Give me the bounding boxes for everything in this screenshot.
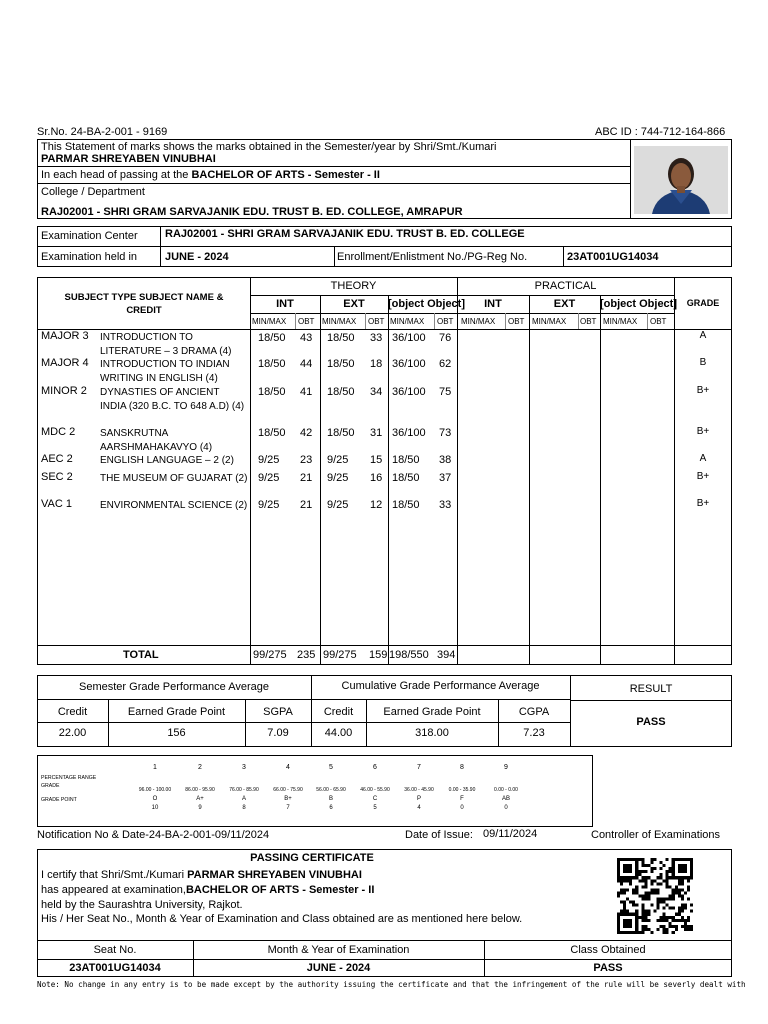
theory-int-header: INT	[276, 298, 294, 310]
theory-ext-header: EXT	[343, 298, 365, 310]
sgpa-section-header: Semester Grade Performance Average	[79, 681, 269, 693]
class-value: PASS	[593, 962, 623, 974]
mark-int-mm: 18/50	[258, 427, 286, 439]
mark-int-obt: 43	[300, 332, 313, 344]
subject-type: AEC 2	[41, 453, 73, 465]
certificate-title: PASSING CERTIFICATE	[250, 852, 374, 864]
mark-int-mm: 18/50	[258, 386, 286, 398]
obt-label: OBT	[298, 317, 315, 326]
mark-ext-obt: 33	[370, 332, 383, 344]
mark-tot-obt: 33	[439, 499, 452, 511]
total-int-obt: 235	[297, 649, 316, 661]
grade-label: GRADE	[41, 783, 60, 789]
mark-tot-obt: 38	[439, 454, 452, 466]
mark-int-obt: 44	[300, 358, 313, 370]
issue-date-label: Date of Issue:	[405, 829, 473, 841]
seat-label: Seat No.	[93, 944, 137, 956]
grade-scale-grade: AB	[501, 796, 510, 802]
grade-point-label: GRADE POINT	[41, 797, 77, 803]
mark-int-obt: 21	[300, 472, 313, 484]
mark-ext-mm: 18/50	[327, 332, 355, 344]
theory-total-header: [object Object]	[388, 298, 466, 310]
mark-tot-mm: 36/100	[392, 332, 426, 344]
mark-int-obt: 41	[300, 386, 313, 398]
mark-ext-obt: 18	[370, 358, 383, 370]
total-ext-minmax: 99/275	[323, 649, 357, 661]
enrollment-value: 23AT001UG14034	[567, 251, 659, 263]
total-label: TOTAL	[123, 649, 159, 661]
mark-int-mm: 18/50	[258, 332, 286, 344]
grade-value: B+	[696, 498, 710, 509]
result-value: PASS	[636, 716, 666, 728]
mark-ext-mm: 18/50	[327, 427, 355, 439]
certificate-program: BACHELOR OF ARTS - Semester - II	[185, 884, 375, 896]
grade-scale-n: 6	[373, 764, 377, 771]
mark-tot-obt: 37	[439, 472, 452, 484]
obt-label: OBT	[580, 317, 597, 326]
abc-id: ABC ID : 744-712-164-866	[595, 126, 726, 138]
practical-total-header: [object Object]	[600, 298, 678, 310]
mark-tot-mm: 36/100	[392, 386, 426, 398]
subject-type: MINOR 2	[41, 385, 87, 397]
minmax-label: MIN/MAX	[390, 317, 425, 326]
exam-held-value: JUNE - 2024	[165, 251, 229, 263]
cgpa-label: CGPA	[518, 706, 550, 718]
mark-ext-obt: 16	[370, 472, 383, 484]
mark-tot-obt: 62	[439, 358, 452, 370]
obt-label: OBT	[368, 317, 385, 326]
percentage-range-label: PERCENTAGE RANGE	[41, 775, 97, 781]
mark-ext-mm: 9/25	[327, 454, 349, 466]
grade-scale-range: 86.00 - 95.90	[185, 787, 215, 793]
grade-scale-grade: A+	[196, 796, 204, 802]
details-line: His / Her Seat No., Month & Year of Examination and Class obtained are as mentioned here below.	[41, 913, 523, 925]
grade-scale-point: 6	[329, 805, 333, 811]
subject-name: ENVIRONMENTAL SCIENCE (2)	[100, 500, 248, 511]
mark-tot-mm: 18/50	[392, 499, 420, 511]
obt-label: OBT	[650, 317, 667, 326]
subject-name: INTRODUCTION TO LITERATURE – 3 DRAMA (4)	[100, 332, 232, 357]
practical-int-header: INT	[484, 298, 502, 310]
certificate-name: PARMAR SHREYABEN VINUBHAI	[187, 869, 362, 881]
mark-tot-obt: 73	[439, 427, 452, 439]
grade-scale-n: 4	[286, 764, 290, 771]
grade-scale-grade: P	[416, 796, 421, 802]
mark-int-mm: 9/25	[258, 499, 280, 511]
minmax-label: MIN/MAX	[252, 317, 287, 326]
seat-value: 23AT001UG14034	[69, 962, 161, 974]
mark-ext-obt: 31	[370, 427, 383, 439]
grade-scale-n: 1	[153, 764, 157, 771]
total-tot-obt: 394	[437, 649, 456, 661]
grade-scale-grade: A	[241, 796, 246, 802]
grade-scale-n: 5	[329, 764, 333, 771]
subject-name: SANSKRUTNA AARSHMAHAKAVYO (4)	[100, 428, 213, 453]
sgpa-value: 7.09	[267, 727, 289, 739]
minmax-label: MIN/MAX	[603, 317, 638, 326]
obt-label: OBT	[437, 317, 454, 326]
subject-name: THE MUSEUM OF GUJARAT (2)	[100, 473, 248, 484]
month-year-label: Month & Year of Examination	[267, 944, 410, 956]
mark-int-obt: 21	[300, 499, 313, 511]
sem-credit-value: 22.00	[58, 727, 87, 739]
grade-scale-point: 7	[286, 805, 290, 811]
exam-held-label: Examination held in	[41, 251, 138, 263]
mark-int-obt: 42	[300, 427, 313, 439]
subject-name: DYNASTIES OF ANCIENT INDIA (320 B.C. TO 648 A.D) (4)	[100, 387, 245, 412]
cum-credit-value: 44.00	[324, 727, 353, 739]
grade-scale-range: 96.00 - 100.00	[138, 787, 172, 793]
subject-type: MAJOR 4	[41, 357, 89, 369]
mark-tot-obt: 76	[439, 332, 452, 344]
program-name: BACHELOR OF ARTS - Semester - II	[191, 169, 380, 181]
grade-scale-n: 3	[242, 764, 246, 771]
minmax-label: MIN/MAX	[461, 317, 496, 326]
grade-scale-grade: F	[460, 796, 464, 802]
mark-ext-mm: 9/25	[327, 499, 349, 511]
grade-scale-grade: O	[152, 796, 158, 802]
enrollment-label: Enrollment/Enlistment No./PG-Reg No.	[337, 251, 528, 263]
subject-type: SEC 2	[41, 471, 73, 483]
grade-scale-n: 7	[417, 764, 421, 771]
mark-int-mm: 9/25	[258, 454, 280, 466]
sem-earned-label: Earned Grade Point	[127, 706, 226, 718]
practical-header: PRACTICAL	[534, 280, 597, 292]
grade-scale-grade: C	[372, 796, 378, 802]
mark-tot-obt: 75	[439, 386, 452, 398]
mark-ext-obt: 12	[370, 499, 383, 511]
certify-line: I certify that Shri/Smt./Kumari PARMAR SHREYABEN VINUBHAI	[41, 869, 362, 881]
minmax-label: MIN/MAX	[532, 317, 567, 326]
grade-scale-range: 36.00 - 45.90	[404, 787, 434, 793]
qr-code	[617, 858, 693, 934]
subject-name: ENGLISH LANGUAGE – 2 (2)	[100, 455, 234, 466]
subject-header: SUBJECT TYPE SUBJECT NAME & CREDIT	[64, 292, 224, 316]
grade-value: A	[699, 453, 707, 464]
grade-value: B+	[696, 385, 710, 396]
sem-credit-label: Credit	[57, 706, 88, 718]
mark-ext-obt: 34	[370, 386, 383, 398]
serial-number: Sr.No. 24-BA-2-001 - 9169	[37, 126, 168, 138]
subject-type: VAC 1	[41, 498, 72, 510]
grade-scale-point: 5	[373, 805, 377, 811]
college-label: College / Department	[41, 186, 145, 198]
mark-ext-mm: 18/50	[327, 386, 355, 398]
grade-value: B	[699, 357, 707, 368]
grade-value: B+	[696, 426, 710, 437]
issue-date-value: 09/11/2024	[483, 828, 538, 840]
grade-scale-point: 10	[151, 805, 159, 811]
grade-value: A	[699, 330, 707, 341]
grade-scale-n: 8	[460, 764, 464, 771]
grade-scale-range: 46.00 - 55.90	[360, 787, 390, 793]
grade-scale-point: 0	[504, 805, 508, 811]
class-label: Class Obtained	[570, 944, 646, 956]
cgpa-value: 7.23	[523, 727, 545, 739]
student-name: PARMAR SHREYABEN VINUBHAI	[41, 153, 216, 165]
grade-scale-range: 0.00 - 0.00	[494, 787, 518, 793]
mark-tot-mm: 18/50	[392, 472, 420, 484]
month-year-value: JUNE - 2024	[306, 962, 371, 974]
grade-scale-grade: B	[328, 796, 333, 802]
mark-tot-mm: 36/100	[392, 358, 426, 370]
mark-tot-mm: 18/50	[392, 454, 420, 466]
mark-int-obt: 23	[300, 454, 313, 466]
mark-ext-mm: 9/25	[327, 472, 349, 484]
grade-scale-grade: B+	[284, 796, 292, 802]
grade-scale-point: 0	[460, 805, 464, 811]
grade-value: B+	[696, 471, 710, 482]
appeared-line: has appeared at examination,BACHELOR OF ARTS - Semester - II	[41, 884, 375, 896]
obt-label: OBT	[508, 317, 525, 326]
total-tot-minmax: 198/550	[389, 649, 429, 661]
note: Note: No change in any entry is to be made except by the authority issuing the certificate and that the infringement of the rule will be severly dealt with	[37, 980, 746, 989]
sgpa-label: SGPA	[263, 706, 293, 718]
practical-ext-header: EXT	[553, 298, 576, 310]
university-line: held by the Saurashtra University, Rajkot.	[41, 899, 243, 911]
subject-type: MDC 2	[41, 426, 76, 438]
grade-scale-range: 0.00 - 35.90	[448, 787, 476, 793]
grade-header: GRADE	[686, 298, 720, 308]
grade-scale-range: 66.00 - 75.90	[273, 787, 303, 793]
mark-ext-obt: 15	[370, 454, 383, 466]
total-ext-obt: 159	[369, 649, 388, 661]
notification-number: Notification No & Date-24-BA-2-001-09/11/2024	[37, 829, 270, 841]
mark-ext-mm: 18/50	[327, 358, 355, 370]
minmax-label: MIN/MAX	[322, 317, 357, 326]
total-int-minmax: 99/275	[253, 649, 287, 661]
cum-earned-label: Earned Grade Point	[383, 706, 481, 718]
student-photo	[634, 146, 728, 214]
mark-int-mm: 9/25	[258, 472, 280, 484]
controller-label: Controller of Examinations	[591, 829, 721, 841]
subject-name: INTRODUCTION TO INDIAN WRITING IN ENGLISH (4)	[100, 359, 230, 384]
grade-scale-point: 4	[417, 805, 421, 811]
sem-earned-value: 156	[167, 727, 186, 739]
exam-center-value: RAJ02001 - SHRI GRAM SARVAJANIK EDU. TRUST B. ED. COLLEGE	[165, 228, 525, 240]
statement-intro: This Statement of marks shows the marks obtained in the Semester/year by Shri/Smt./Kumari	[41, 141, 497, 153]
passing-line: In each head of passing at the BACHELOR OF ARTS - Semester - II	[41, 169, 380, 181]
mark-tot-mm: 36/100	[392, 427, 426, 439]
grade-scale-range: 56.00 - 65.90	[316, 787, 346, 793]
college-name: RAJ02001 - SHRI GRAM SARVAJANIK EDU. TRUST B. ED. COLLEGE, AMRAPUR	[41, 206, 463, 218]
grade-scale-n: 9	[504, 764, 508, 771]
subject-type: MAJOR 3	[41, 330, 89, 342]
cum-earned-value: 318.00	[415, 727, 449, 739]
exam-center-label: Examination Center	[41, 230, 138, 242]
mark-int-mm: 18/50	[258, 358, 286, 370]
grade-scale-range: 76.00 - 85.90	[229, 787, 259, 793]
cgpa-section-header: Cumulative Grade Performance Average	[341, 680, 540, 692]
grade-scale-point: 8	[242, 805, 246, 811]
theory-header: THEORY	[330, 280, 377, 292]
result-header: RESULT	[629, 683, 673, 695]
grade-scale-n: 2	[198, 764, 202, 771]
grade-scale-point: 9	[198, 805, 202, 811]
cum-credit-label: Credit	[323, 706, 354, 718]
